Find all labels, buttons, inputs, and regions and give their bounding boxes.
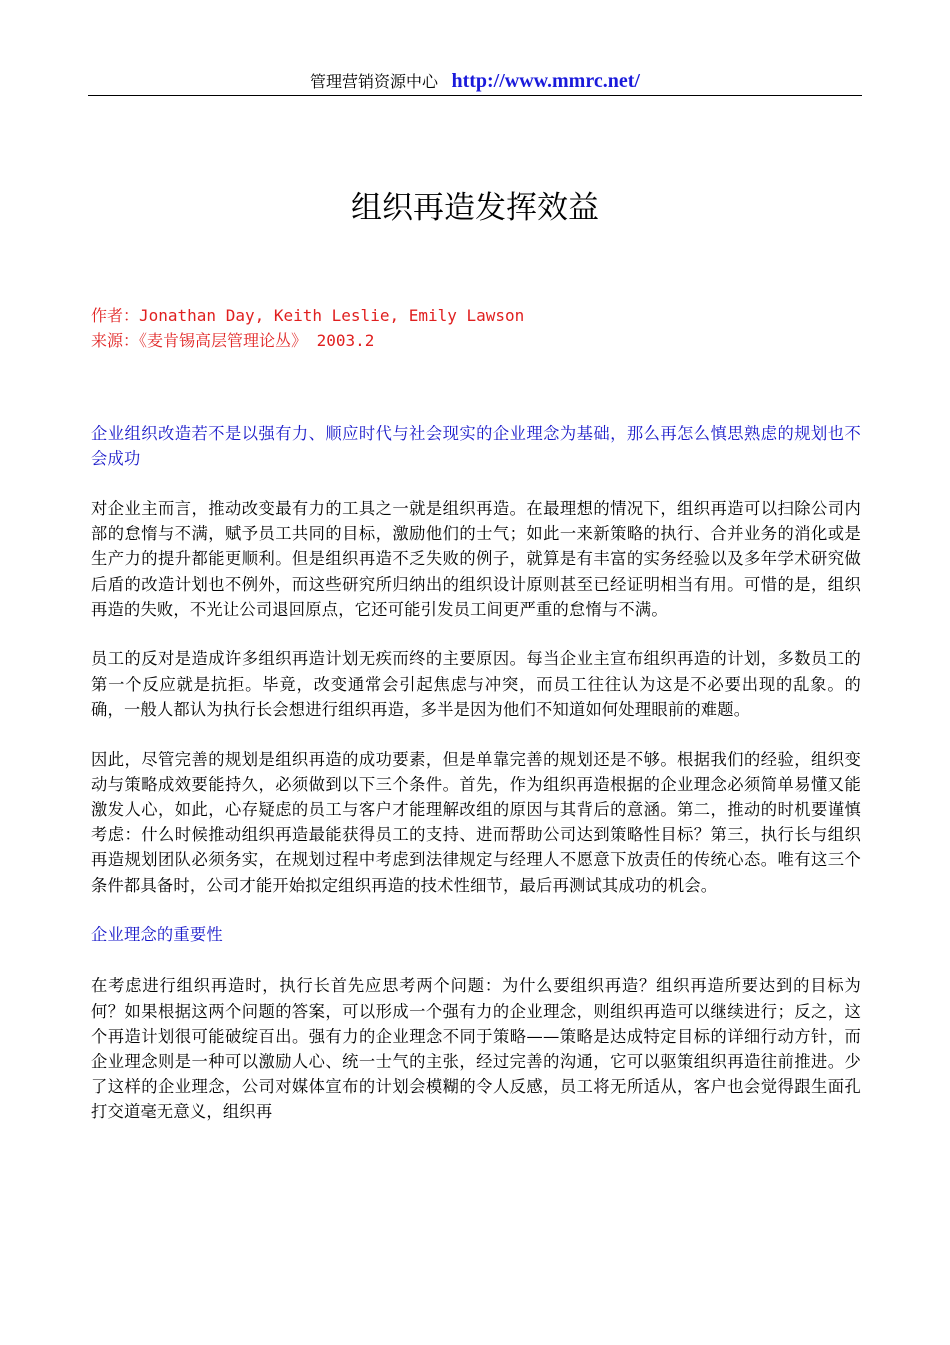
article-meta — [91, 303, 524, 353]
lead-paragraph: 企业组织改造若不是以强有力、顺应时代与社会现实的企业理念为基础，那么再怎么慎思熟虑的规划也不会成功 — [91, 424, 861, 469]
source-line: 来源：《麦肯锡高层管理论丛》 2003.2 — [91, 331, 375, 350]
body-paragraph: 在考虑进行组织再造时，执行长首先应思考两个问题：为什么要组织再造？组织再造所要达到的目标为何？如果根据这两个问题的答案，可以形成一个强有力的企业理念，则组织再造可以继续进行；反之，这个再造计划很可能破绽百出。强有力的企业理念不同于策略——策略是达成特定目标的详细行动方针，而企业理念则是一种可以激励人心、统一士气的主张，经过完善的沟通，它可以驱策组织再造往前推进。少了这样的企业理念，公司对媒体宣布的计划会模糊的令人反感，员工将无所适从，客户也会觉得跟生面孔打交道毫无意义，组织再 — [91, 976, 861, 1122]
body-paragraph: 因此，尽管完善的规划是组织再造的成功要素，但是单靠完善的规划还是不够。根据我们的经验，组织变动与策略成效要能持久，必须做到以下三个条件。首先，作为组织再造根据的企业理念必须简单易懂又能激发人心，如此，心存疑虑的员工与客户才能理解改组的原因与其背后的意涵。第二，推动的时机要谨慎考虑：什么时候推动组织再造最能获得员工的支持、进而帮助公司达到策略性目标？第三，执行长与组织再造规划团队必须务实，在规划过程中考虑到法律规定与经理人不愿意下放责任的传统心态。唯有这三个条件都具备时，公司才能开始拟定组织再造的技术性细节，最后再测试其成功的机会。 — [91, 749, 861, 895]
section-heading: 企业理念的重要性 — [91, 925, 223, 945]
page-header — [88, 66, 862, 96]
header-divider — [88, 95, 862, 96]
article-title: 组织再造发挥效益 — [351, 190, 599, 226]
article-body — [91, 421, 861, 1149]
site-url-link[interactable]: http://www.mmrc.net/ — [451, 70, 640, 92]
body-paragraph: 员工的反对是造成许多组织再造计划无疾而终的主要原因。每当企业主宣布组织再造的计划，多数员工的第一个反应就是抗拒。毕竟，改变通常会引起焦虑与冲突，而员工往往认为这是不必要出现的乱象。的确，一般人都认为执行长会想进行组织再造，多半是因为他们不知道如何处理眼前的难题。 — [91, 649, 861, 719]
author-line: 作者：Jonathan Day, Keith Leslie, Emily Lawson — [91, 306, 525, 325]
body-paragraph: 对企业主而言，推动改变最有力的工具之一就是组织再造。在最理想的情况下，组织再造可以扫除公司内部的怠惰与不满，赋予员工共同的目标，激励他们的士气；如此一来新策略的执行、合并业务的消化或是生产力的提升都能更顺利。但是组织再造不乏失败的例子，就算是有丰富的实务经验以及多年学术研究做后盾的改造计划也不例外，而这些研究所归纳出的组织设计原则甚至已经证明相当有用。可惜的是，组织再造的失败，不光让公司退回原点，它还可能引发员工间更严重的怠惰与不满。 — [91, 498, 861, 619]
site-name: 管理营销资源中心 — [310, 72, 439, 91]
